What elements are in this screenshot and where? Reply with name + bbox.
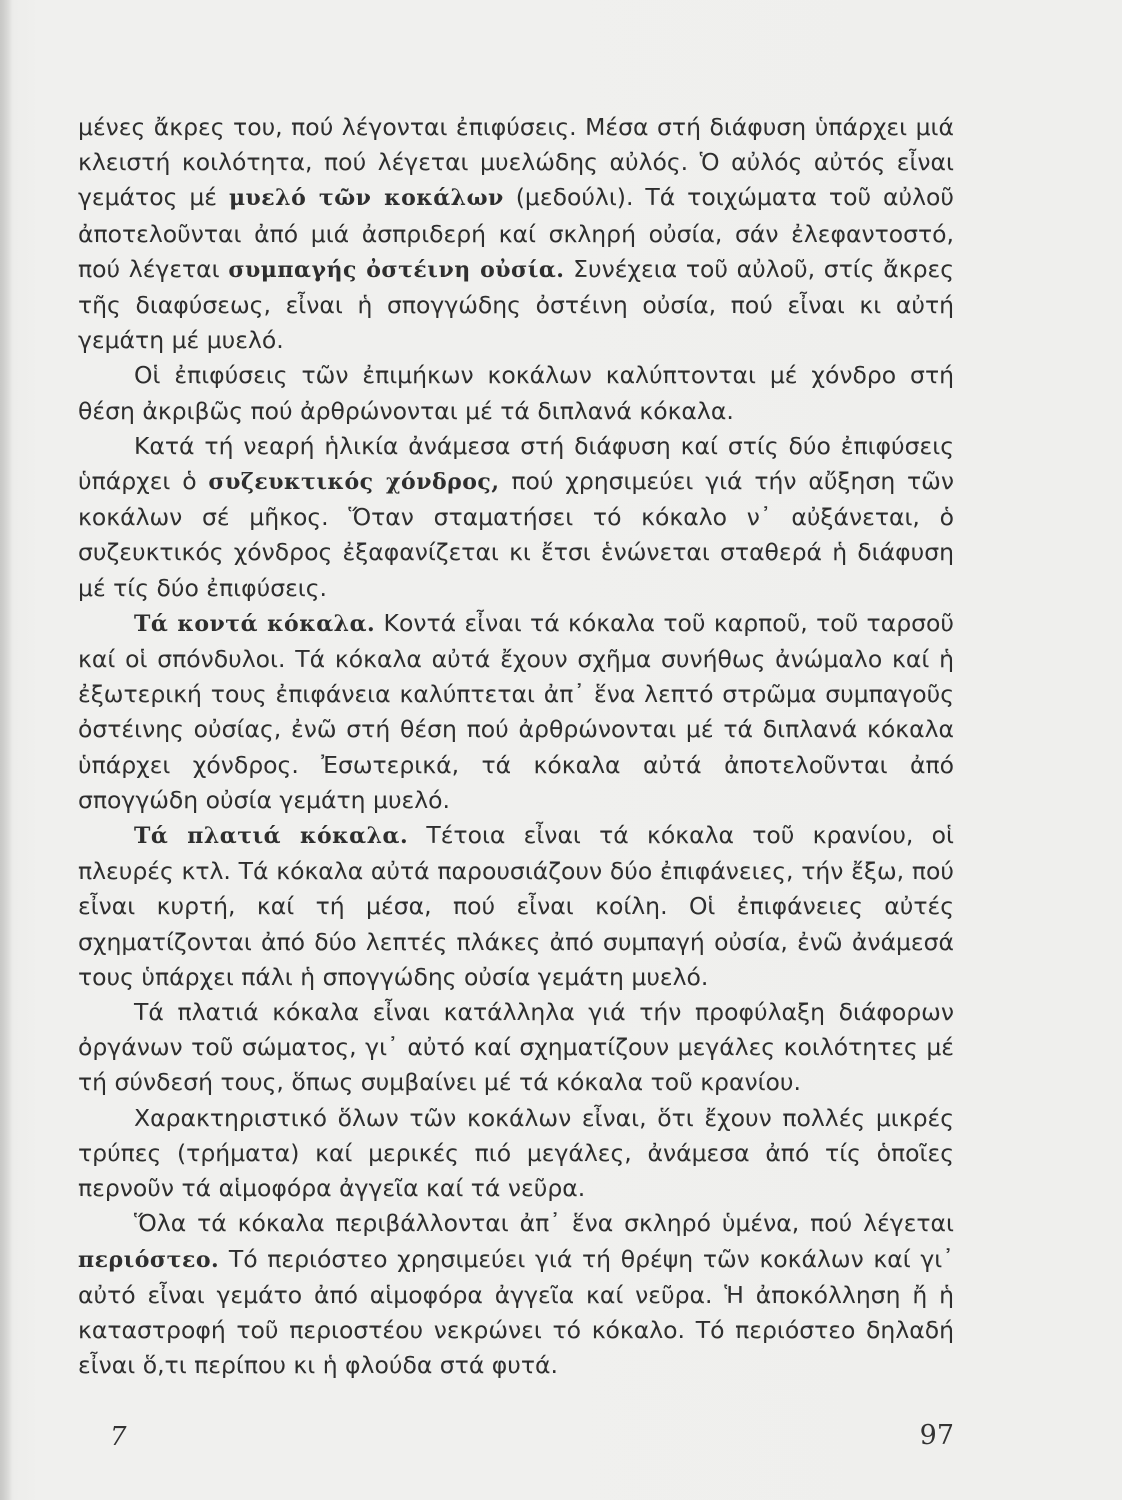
bold-term: συμπαγής ὀστέινη οὐσία. — [228, 256, 565, 283]
paragraph — [78, 110, 954, 358]
text-run: Κοντά εἶναι τά κόκαλα τοῦ καρποῦ, τοῦ ταρσοῦ καί οἱ σπόνδυλοι. Τά κόκαλα αὐτά ἔχουν σχῆμα συνήθως ἀνώμαλο καί ἡ ἐξωτερική τους ἐπιφάνεια καλύπτεται ἀπ᾿ ἕνα λεπτό στρῶμα συμπαγοῦς ὀστέινης οὐσίας, ἐνῶ στή θέση πού ἀρθρώνονται μέ τά διπλανά κόκαλα ὑπάρχει χόνδρος. Ἐσωτερικά, τά κόκαλα αὐτά ἀποτελοῦνται ἀπό σπογγώδη οὐσία γεμάτη μυελό. — [78, 608, 954, 814]
text-run: (μεδούλι). Τά τοιχώματα τοῦ αὐλοῦ ἀποτελοῦνται ἀπό μιά ἀσπριδερή καί σκληρή οὐσία, σάν ἐλεφαντοστό, πού λέγεται — [78, 183, 954, 283]
page-number: 97 — [919, 1420, 954, 1451]
text-run: πού χρησιμεύει γιά τήν αὔξηση τῶν κοκάλων σέ μῆκος. Ὅταν σταματήσει τό κόκαλο ν᾿ αὐξάνεται, ὁ συζευκτικός χόνδρος ἐξαφανίζεται κι ἔτσι ἑνώνεται σταθερά ἡ διάφυση μέ τίς δύο ἐπιφύσεις. — [78, 467, 954, 602]
text-run: μένες ἄκρες του, πού λέγονται ἐπιφύσεις. Μέσα στή διάφυση ὑπάρχει μιά κλειστή κοιλότητα, πού λέγεται μυελώδης αὐλός. Ὁ αὐλός αὐτός εἶναι γεμάτος μέ — [78, 113, 954, 212]
text-run: Οἱ ἐπιφύσεις τῶν ἐπιμήκων κοκάλων καλύπτονται μέ χόνδρο στή θέση ἀκριβῶς πού ἀρθρώνονται μέ τά διπλανά κόκαλα. — [78, 361, 954, 425]
text-run: Χαρακτηριστικό ὅλων τῶν κοκάλων εἶναι, ὅτι ἔχουν πολλές μικρές τρύπες (τρήματα) καί μερικές πιό μεγάλες, ἀνάμεσα ἀπό τίς ὁποῖες περνοῦν τά αἱμοφόρα ἀγγεῖα καί τά νεῦρα. — [78, 1103, 954, 1203]
spine-shadow — [0, 0, 12, 1500]
bold-term: περιόστεο. — [78, 1246, 220, 1273]
text-run: Συνέχεια τοῦ αὐλοῦ, στίς ἄκρες τῆς διαφύσεως, εἶναι ἡ σπογγώδης ὀστέινη οὐσία, πού εἶναι κι αὐτή γεμάτη μέ μυελό. — [78, 254, 954, 355]
body-text — [78, 110, 954, 1383]
text-run: Ὅλα τά κόκαλα περιβάλλονται ἀπ᾿ ἕνα σκληρό ὑμένα, πού λέγεται — [134, 1209, 954, 1238]
text-run: Τέτοια εἶναι τά κόκαλα τοῦ κρανίου, οἱ πλευρές κτλ. Τά κόκαλα αὐτά παρουσιάζουν δύο ἐπιφάνειες, τήν ἔξω, πού εἶναι κυρτή, καί τή μέσα, πού εἶναι κοίλη. Οἱ ἐπιφάνειες αὐτές σχηματίζονται ἀπό δύο λεπτές πλάκες ἀπό συμπαγή οὐσία, ἐνῶ ἀνάμεσά τους ὑπάρχει πάλι ἡ σπογγώδης οὐσία γεμάτη μυελό. — [78, 821, 954, 991]
text-run: Τά πλατιά κόκαλα εἶναι κατάλληλα γιά τήν προφύλαξη διάφορων ὀργάνων τοῦ σώματος, γι᾿ αὐτό καί σχηματίζουν μεγάλες κοιλότητες μέ τή σύνδεσή τους, ὅπως συμβαίνει μέ τά κόκαλα τοῦ κρανίου. — [78, 998, 954, 1097]
paragraph — [78, 818, 954, 995]
paragraph — [78, 995, 954, 1101]
bold-term: Τά κοντά κόκαλα. — [134, 610, 376, 637]
paragraph — [78, 1206, 954, 1383]
paragraph — [78, 358, 954, 428]
paragraph — [78, 606, 954, 818]
bold-term: Τά πλατιά κόκαλα. — [134, 823, 409, 850]
signature-mark: 7 — [110, 1422, 127, 1452]
paragraph — [78, 1101, 954, 1207]
paragraph — [78, 429, 954, 606]
text-run: Τό περιόστεο χρησιμεύει γιά τή θρέψη τῶν κοκάλων καί γι᾿ αὐτό εἶναι γεμάτο ἀπό αἱμοφόρα ἀγγεῖα καί νεῦρα. Ἡ ἀποκόλληση ἤ ἡ καταστροφή τοῦ περιοστέου νεκρώνει τό κόκαλο. Τό περιόστεο δηλαδή εἶναι ὅ,τι περίπου κι ἡ φλούδα στά φυτά. — [78, 1244, 954, 1380]
bold-term: συζευκτικός χόνδρος, — [208, 469, 500, 496]
text-run: Κατά τή νεαρή ἡλικία ἀνάμεσα στή διάφυση καί στίς δύο ἐπιφύσεις ὑπάρχει ὁ — [78, 431, 954, 496]
bold-term: μυελό τῶν κοκάλων — [228, 185, 504, 212]
